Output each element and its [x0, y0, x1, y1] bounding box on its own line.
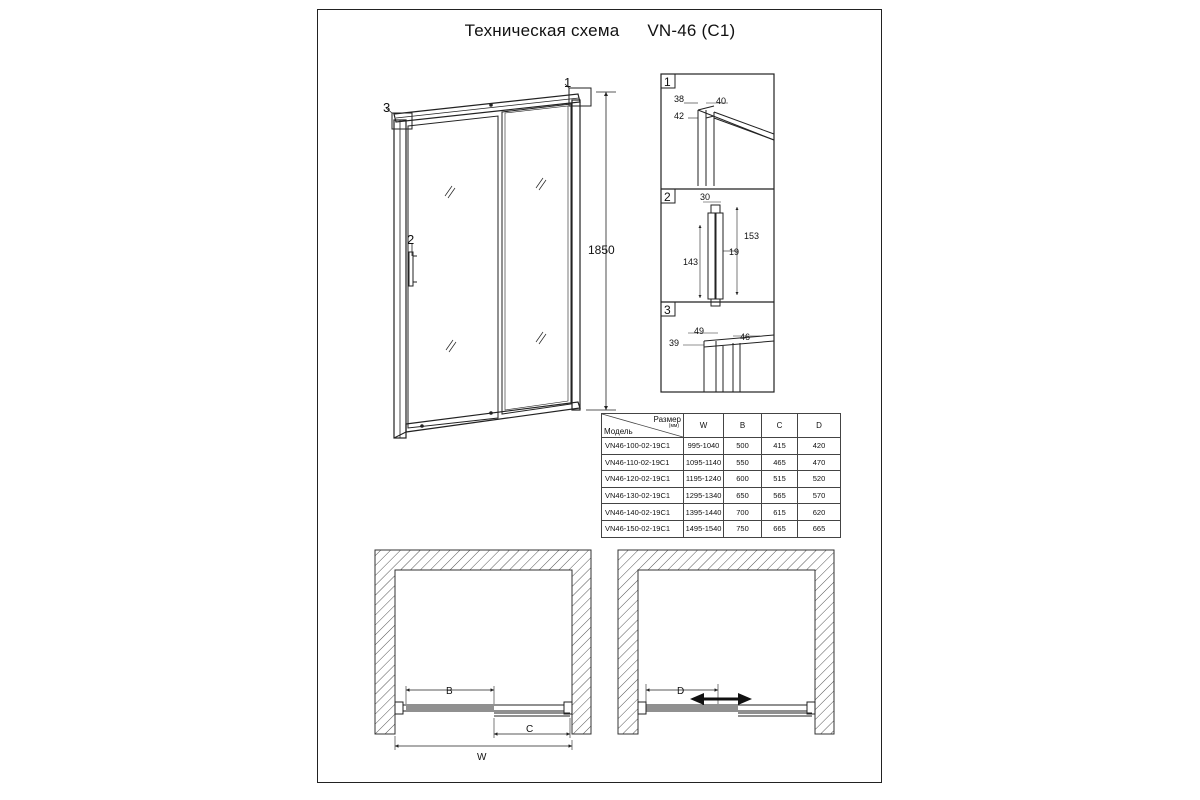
cell-b: 750 [724, 520, 762, 537]
header-model-label: Модель [604, 427, 633, 436]
detail-2-dim-19: 19 [729, 247, 740, 257]
spec-table-header [602, 414, 841, 438]
detail-1-drawing [684, 103, 774, 186]
height-dimension: 1850 [588, 243, 615, 257]
cell-w: 1295-1340 [684, 487, 724, 504]
table-row [602, 487, 841, 504]
plan-left-label-c: C [526, 724, 534, 735]
cell-w: 1195-1240 [684, 471, 724, 488]
detail-3-dim-46: 46 [740, 332, 751, 342]
detail-1-number: 1 [664, 75, 671, 89]
plan-left-label-b: B [446, 686, 453, 697]
detail-3-dim-39: 39 [669, 338, 680, 348]
cell-w: 1395-1440 [684, 504, 724, 521]
cell-c: 615 [762, 504, 798, 521]
plan-view-left [375, 550, 591, 763]
table-row [602, 438, 841, 455]
cell-model: VN46-110-02-19C1 [602, 454, 684, 471]
cell-d: 470 [798, 454, 841, 471]
detail-3-drawing [683, 333, 774, 392]
detail-2-dim-153: 153 [744, 231, 760, 241]
cell-model: VN46-130-02-19C1 [602, 487, 684, 504]
slide-direction-arrow [690, 693, 752, 705]
detail-1-dim-38: 38 [674, 94, 685, 104]
title-name: Техническая схема [464, 21, 620, 40]
cell-c: 565 [762, 487, 798, 504]
callout-2-label: 2 [407, 232, 415, 247]
cell-model: VN46-150-02-19C1 [602, 520, 684, 537]
spec-table [601, 413, 841, 538]
cell-d: 620 [798, 504, 841, 521]
detail-1-dim-42: 42 [674, 111, 685, 121]
header-w: W [684, 414, 724, 438]
cell-w: 1095-1140 [684, 454, 724, 471]
callout-1-label: 1 [564, 75, 572, 90]
table-row [602, 454, 841, 471]
table-row [602, 520, 841, 537]
cell-d: 570 [798, 487, 841, 504]
cell-d: 420 [798, 438, 841, 455]
cell-w: 995-1040 [684, 438, 724, 455]
cell-c: 515 [762, 471, 798, 488]
detail-2-dim-30: 30 [700, 192, 711, 202]
detail-2-dim-143: 143 [683, 257, 699, 267]
header-size-model-cell [602, 414, 684, 438]
header-size-label: Размер [653, 415, 681, 424]
cell-c: 665 [762, 520, 798, 537]
plan-left-label-w: W [477, 752, 487, 763]
cell-model: VN46-120-02-19C1 [602, 471, 684, 488]
detail-1-dim-40: 40 [716, 96, 727, 106]
header-b: B [724, 414, 762, 438]
cell-d: 520 [798, 471, 841, 488]
cell-c: 415 [762, 438, 798, 455]
cell-d: 665 [798, 520, 841, 537]
table-row [602, 504, 841, 521]
cell-c: 465 [762, 454, 798, 471]
cell-model: VN46-140-02-19C1 [602, 504, 684, 521]
table-row [602, 471, 841, 488]
cell-b: 600 [724, 471, 762, 488]
title-model: VN-46 (C1) [647, 21, 736, 40]
cell-b: 550 [724, 454, 762, 471]
detail-3-number: 3 [664, 303, 671, 317]
plan-view-right [618, 550, 834, 734]
detail-2-number: 2 [664, 190, 671, 204]
cell-b: 500 [724, 438, 762, 455]
plan-right-label-d: D [677, 686, 685, 697]
header-d: D [798, 414, 841, 438]
header-unit-label: (мм) [668, 423, 679, 429]
cell-b: 700 [724, 504, 762, 521]
header-c: C [762, 414, 798, 438]
door-elevation [386, 84, 616, 438]
cell-model: VN46-100-02-19C1 [602, 438, 684, 455]
cell-b: 650 [724, 487, 762, 504]
detail-3-dim-49: 49 [694, 326, 705, 336]
callout-3-label: 3 [383, 100, 391, 115]
cell-w: 1495-1540 [684, 520, 724, 537]
